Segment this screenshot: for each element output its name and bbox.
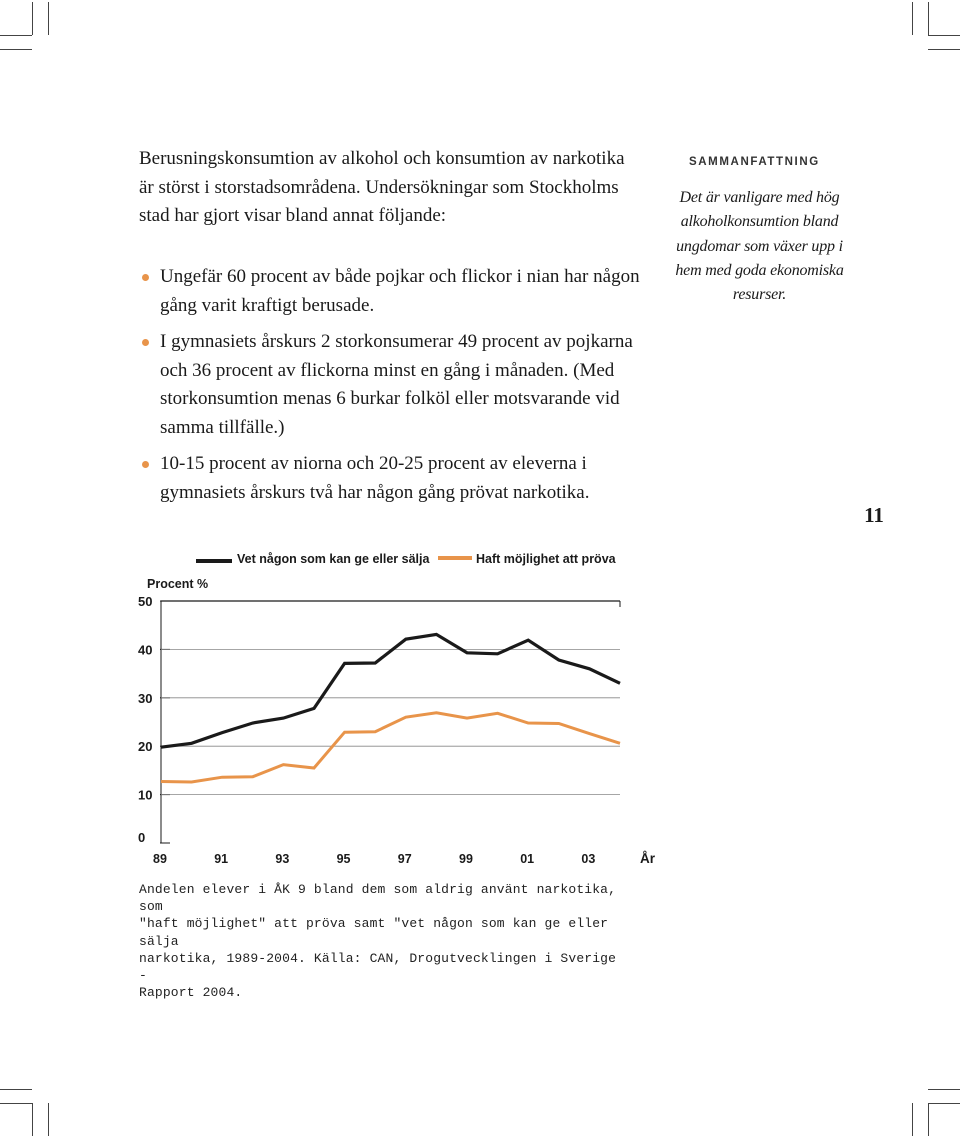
x-tick-label: 91 bbox=[214, 852, 229, 866]
bullet-text: 10-15 procent av niorna och 20-25 procent av eleverna i gymnasiets årskurs två har någon gång prövat narkotika. bbox=[160, 453, 590, 503]
figure-caption: Andelen elever i ÅK 9 bland dem som aldrig använt narkotika, som "haft möjlighet" att pröva samt "vet någon som kan ge eller sälja narkotika, 1989-2004. Källa: CAN, Drogutvecklingen i Sverige - Rapport 2004. bbox=[139, 882, 617, 1001]
bullet-text: I gymnasiets årskurs 2 storkonsumerar 49 procent av pojkarna och 36 procent av flickorna minst en gång i månaden. (Med storkonsumtion menas 6 burkar folköl eller motsvarande vid samma tillfälle.) bbox=[160, 331, 633, 438]
bullet-text: Ungefär 60 procent av både pojkar och flickor i nian har någon gång varit kraftigt berusade. bbox=[160, 266, 640, 316]
y-tick-label: 40 bbox=[138, 642, 153, 658]
legend bbox=[196, 552, 617, 566]
series-line-1 bbox=[161, 713, 620, 782]
intro-paragraph: Berusningskonsumtion av alkohol och konsumtion av narkotika är störst i storstadsområdena. Undersökningar som Stockholms stad har gjort visar bland annat följande: bbox=[139, 148, 625, 226]
sidebar-heading: SAMMANFATTNING bbox=[689, 156, 820, 168]
y-tick-label: 30 bbox=[138, 690, 153, 706]
series-line-0 bbox=[161, 634, 620, 747]
y-tick-label: 20 bbox=[138, 739, 153, 755]
x-tick-label: 97 bbox=[397, 852, 412, 866]
x-tick-label: 89 bbox=[153, 852, 167, 866]
x-tick-label: 01 bbox=[520, 852, 535, 866]
page-number: 11 bbox=[864, 503, 884, 527]
legend-label-0: Vet någon som kan ge eller sälja bbox=[237, 552, 430, 566]
y-tick-label: 50 bbox=[138, 594, 153, 609]
x-tick-label: 95 bbox=[336, 852, 351, 866]
x-tick-label: 99 bbox=[459, 852, 473, 866]
y-tick-label: 0 bbox=[138, 830, 146, 845]
x-tick-label: 03 bbox=[581, 852, 596, 866]
x-axis-label: År bbox=[640, 851, 656, 866]
y-tick-label: 10 bbox=[138, 787, 153, 803]
sidebar-summary: Det är vanligare med hög alkoholkonsumtion bland ungdomar som växer upp i hem med goda ekonomiska resurser. bbox=[675, 189, 844, 304]
y-axis-label: Procent % bbox=[147, 577, 209, 591]
x-tick-label: 93 bbox=[275, 852, 290, 866]
legend-label-1: Haft möjlighet att pröva bbox=[476, 552, 616, 566]
